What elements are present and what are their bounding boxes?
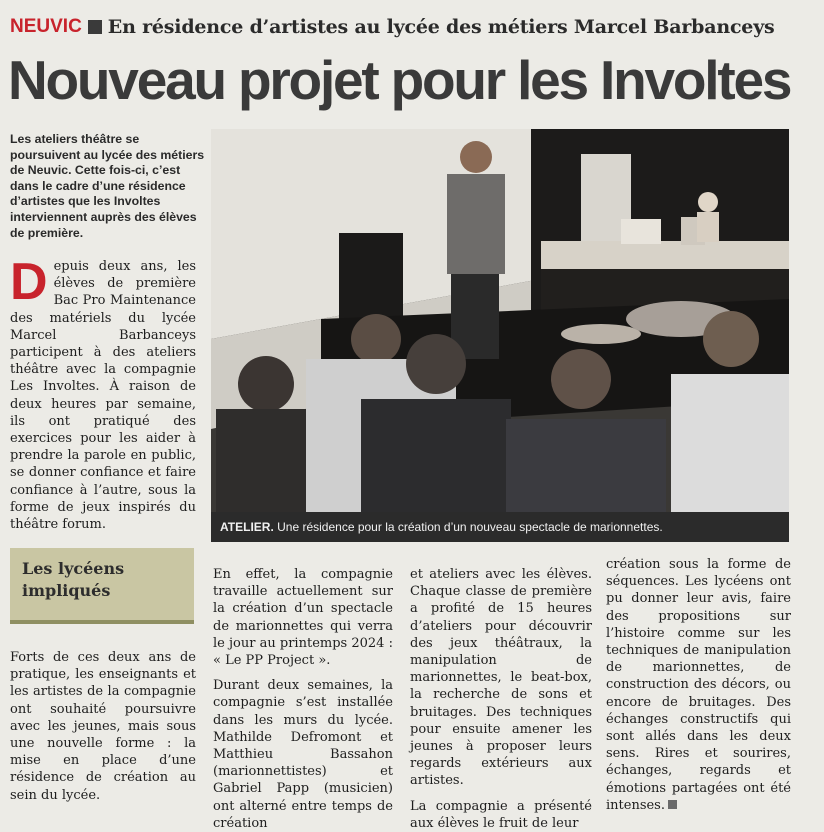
article-photo xyxy=(211,129,789,541)
column-3-text xyxy=(410,566,592,832)
paragraph xyxy=(606,556,791,814)
end-mark-icon xyxy=(668,800,677,809)
intertitle: Les lycéens impliqués xyxy=(22,559,125,600)
photo-caption xyxy=(211,512,789,542)
column-4-text xyxy=(606,556,791,814)
square-bullet-icon xyxy=(88,20,102,34)
drop-cap: D xyxy=(10,253,48,311)
paragraph: En effet, la compagnie travaille actuellement sur la création d’un spectacle de marionnettes qui verra le jour au printemps 2024 : « Le PP Project ». xyxy=(213,567,393,669)
paragraph: Durant deux semaines, la compagnie s’est installée dans les murs du lycée. Mathilde Defromont et Matthieu Bassahon (marionnettistes) et Gabriel Papp (musicien) ont alterné entre temps de création xyxy=(213,678,393,831)
caption-text: Une résidence pour la création d’un nouveau spectacle de marionnettes. xyxy=(277,520,663,534)
intertitle-box xyxy=(10,548,194,624)
lead-paragraph xyxy=(10,253,196,533)
lead-text: epuis deux ans, les élèves de première Bac Pro Maintenance des matériels du lycée Marcel Barbanceys participent à des ateliers théâtre avec la compagnie Les Involtes. À raison de deux heures par semaine, ils ont pratiqué des exercices pour les aider à prendre la parole en public, se donner confiance et faire confiance à l’autre, sous la forme de jeux inspirés du théâtre forum. xyxy=(10,259,196,533)
paragraph: Forts de ces deux ans de pratique, les enseignants et les artistes de la compagnie ont souhaité poursuivre avec les jeunes, mais sous une nouvelle forme : la mise en place d’une résidence de création au sein du lycée. xyxy=(10,650,196,803)
kicker-subtitle: En résidence d’artistes au lycée des métiers Marcel Barbanceys xyxy=(107,16,775,38)
article-standfirst: Les ateliers théâtre se poursuivent au lycée des métiers de Neuvic. Cette fois-ci, c’est dans le cadre d’une résidence d’artistes que les Involtes interviennent auprès des élèves de première. xyxy=(10,132,205,240)
headline: Nouveau projet pour les Involtes xyxy=(8,49,791,111)
column-1-text xyxy=(10,649,196,804)
caption-label: ATELIER. xyxy=(220,520,274,534)
column-2-text xyxy=(213,566,393,832)
kicker-line xyxy=(10,16,810,42)
paragraph-text: création sous la forme de séquences. Les lycéens ont pu donner leur avis, faire des propositions sur l’histoire comme sur les techniques de manipulation de marionnettes, de construction des décors, ou encore de bruitages. Des échanges constructifs qui sont allés dans les deux sens. Rires et sourires, échanges, regards et émotions partagées ont été intenses. xyxy=(606,557,791,813)
location-label: NEUVIC xyxy=(10,16,82,37)
paragraph: La compagnie a présenté aux élèves le fruit de leur xyxy=(410,798,592,831)
photo-illustration xyxy=(211,129,789,541)
paragraph: et ateliers avec les élèves. Chaque classe de première a profité de 15 heures d’ateliers pour découvrir des jeux théâtraux, la manipulation de marionnettes, le beat-box, la recherche de sons et bruitages. Des techniques pour ensuite amener les jeunes à proposer leurs regards extérieurs aux artistes. xyxy=(410,567,592,789)
